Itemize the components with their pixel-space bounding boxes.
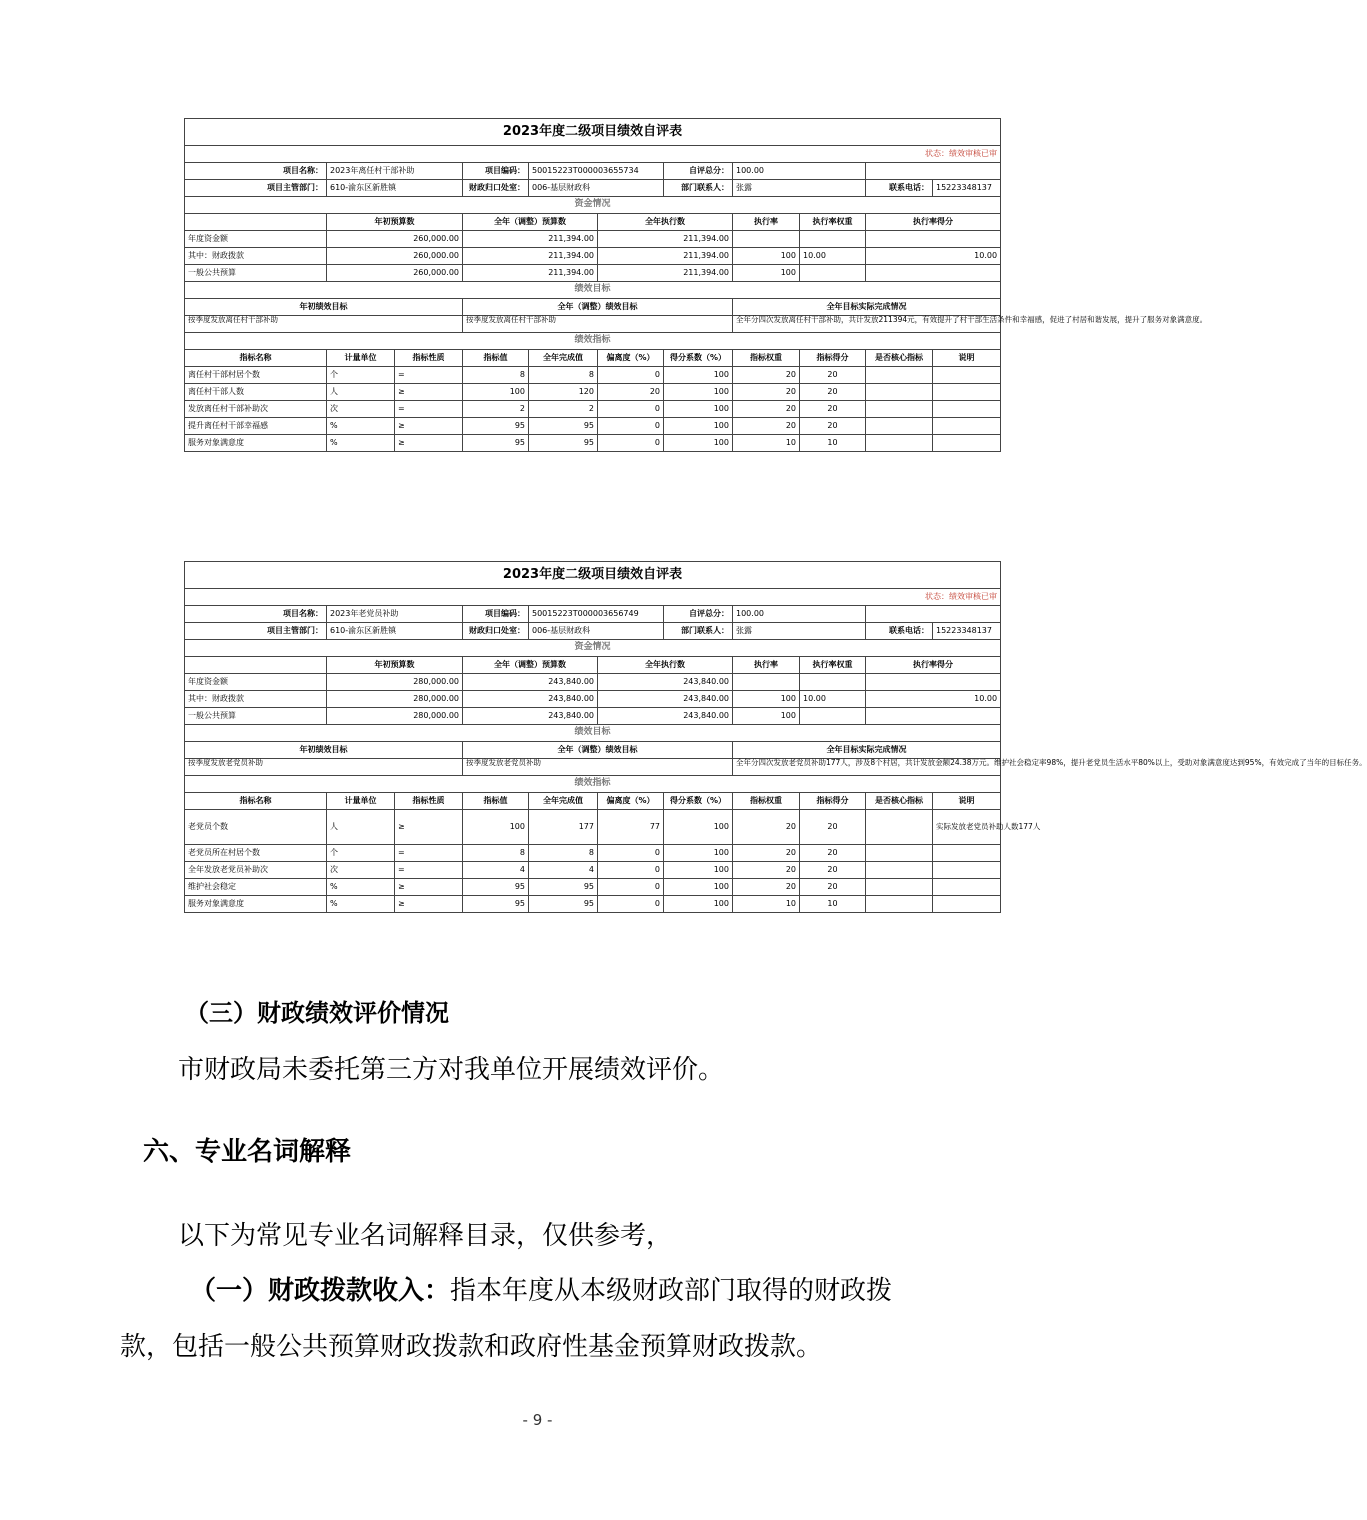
project-code-label: 项目编码： xyxy=(463,606,529,623)
indicator-target: 8 xyxy=(463,845,529,862)
indicator-note xyxy=(933,845,1001,862)
goal-header-actual: 全年目标实际完成情况 xyxy=(733,299,1001,316)
fund-score xyxy=(866,265,1001,282)
fund-initial: 260,000.00 xyxy=(327,248,463,265)
goal-adjusted-text: 按季度发放老党员补助 xyxy=(463,759,733,776)
indicator-note xyxy=(933,879,1001,896)
indicator-weight: 20 xyxy=(733,384,800,401)
project-name-label: 项目名称： xyxy=(185,163,327,180)
goal-section-heading: 绩效目标 xyxy=(185,725,1001,742)
fund-initial: 280,000.00 xyxy=(327,691,463,708)
indicator-target: 2 xyxy=(463,401,529,418)
indicator-core xyxy=(866,810,933,845)
indicator-header: 指标值 xyxy=(463,793,529,810)
fund-header-adjusted: 全年（调整）预算数 xyxy=(463,214,598,231)
indicator-header: 偏离度（%） xyxy=(598,793,664,810)
fund-header-executed: 全年执行数 xyxy=(598,214,733,231)
indicator-coef: 100 xyxy=(664,384,733,401)
table-title: 2023年度二级项目绩效自评表 xyxy=(185,562,1001,589)
indicator-weight: 20 xyxy=(733,862,800,879)
fund-adjusted: 211,394.00 xyxy=(463,265,598,282)
department-label: 项目主管部门： xyxy=(185,623,327,640)
blank-cell xyxy=(866,606,1001,623)
goal-header-initial: 年初绩效目标 xyxy=(185,742,463,759)
fund-section-heading: 资金情况 xyxy=(185,640,1001,657)
indicator-core xyxy=(866,418,933,435)
fund-adjusted: 211,394.00 xyxy=(463,231,598,248)
indicator-header: 指标性质 xyxy=(395,350,463,367)
indicator-coef: 100 xyxy=(664,810,733,845)
indicator-actual: 8 xyxy=(529,367,598,384)
indicator-target: 100 xyxy=(463,810,529,845)
indicator-row xyxy=(185,845,1001,862)
goal-initial-text: 按季度发放老党员补助 xyxy=(185,759,463,776)
finance-office-value: 006-基层财政科 xyxy=(529,623,664,640)
fund-adjusted: 211,394.00 xyxy=(463,248,598,265)
phone-label: 联系电话： xyxy=(866,180,933,197)
indicator-header: 说明 xyxy=(933,350,1001,367)
indicator-target: 95 xyxy=(463,879,529,896)
indicator-nature: ≥ xyxy=(395,435,463,452)
indicator-dev: 0 xyxy=(598,418,664,435)
indicator-section-heading: 绩效指标 xyxy=(185,776,1001,793)
indicator-coef: 100 xyxy=(664,435,733,452)
phone-value: 15223348137 xyxy=(933,623,1001,640)
fund-score xyxy=(866,708,1001,725)
indicator-weight: 20 xyxy=(733,810,800,845)
indicator-header: 指标权重 xyxy=(733,793,800,810)
fund-header-adjusted: 全年（调整）预算数 xyxy=(463,657,598,674)
indicator-header: 是否核心指标 xyxy=(866,350,933,367)
indicator-core xyxy=(866,435,933,452)
page-number: - 9 - xyxy=(522,1411,553,1429)
indicator-header: 得分系数（%） xyxy=(664,350,733,367)
indicator-score: 20 xyxy=(800,862,866,879)
indicator-section-heading: 绩效指标 xyxy=(185,333,1001,350)
section-heading-glossary: 六、专业名词解释 xyxy=(143,1137,352,1167)
fund-rate: 100 xyxy=(733,691,800,708)
indicator-weight: 20 xyxy=(733,367,800,384)
fund-row-label: 其中：财政拨款 xyxy=(185,248,327,265)
fund-weight xyxy=(800,265,866,282)
indicator-target: 4 xyxy=(463,862,529,879)
indicator-dev: 20 xyxy=(598,384,664,401)
fund-row-label: 年度资金额 xyxy=(185,674,327,691)
indicator-weight: 10 xyxy=(733,435,800,452)
indicator-unit: 个 xyxy=(327,367,395,384)
evaluation-table-2 xyxy=(184,561,1367,913)
indicator-dev: 0 xyxy=(598,862,664,879)
indicator-coef: 100 xyxy=(664,401,733,418)
indicator-score: 20 xyxy=(800,401,866,418)
indicator-coef: 100 xyxy=(664,862,733,879)
indicator-header: 指标名称 xyxy=(185,350,327,367)
fund-executed: 211,394.00 xyxy=(598,265,733,282)
indicator-score: 20 xyxy=(800,418,866,435)
indicator-coef: 100 xyxy=(664,879,733,896)
fund-initial: 280,000.00 xyxy=(327,708,463,725)
indicator-header: 全年完成值 xyxy=(529,793,598,810)
project-code-value: 50015223T000003655734 xyxy=(529,163,664,180)
indicator-name: 提升离任村干部幸福感 xyxy=(185,418,327,435)
indicator-name: 老党员个数 xyxy=(185,810,327,845)
fund-header-score: 执行率得分 xyxy=(866,214,1001,231)
indicator-nature: ≥ xyxy=(395,896,463,913)
indicator-score: 20 xyxy=(800,810,866,845)
indicator-header: 是否核心指标 xyxy=(866,793,933,810)
fund-header-score: 执行率得分 xyxy=(866,657,1001,674)
goal-header-adjusted: 全年（调整）绩效目标 xyxy=(463,299,733,316)
fund-header-initial: 年初预算数 xyxy=(327,214,463,231)
indicator-row xyxy=(185,879,1001,896)
paragraph-third-party: 市财政局未委托第三方对我单位开展绩效评价。 xyxy=(178,1055,725,1085)
fund-adjusted: 243,840.00 xyxy=(463,708,598,725)
indicator-dev: 0 xyxy=(598,435,664,452)
fund-executed: 243,840.00 xyxy=(598,708,733,725)
fund-row-label: 一般公共预算 xyxy=(185,265,327,282)
indicator-unit: 个 xyxy=(327,845,395,862)
department-value: 610-渝东区新胜镇 xyxy=(327,623,463,640)
indicator-score: 20 xyxy=(800,845,866,862)
indicator-target: 95 xyxy=(463,418,529,435)
indicator-coef: 100 xyxy=(664,367,733,384)
indicator-nature: = xyxy=(395,401,463,418)
fund-row-label: 其中：财政拨款 xyxy=(185,691,327,708)
fund-adjusted: 243,840.00 xyxy=(463,674,598,691)
indicator-note xyxy=(933,418,1001,435)
fund-header-blank xyxy=(185,214,327,231)
status-label: 状态：绩效审核已审 xyxy=(185,146,1001,163)
finance-office-value: 006-基层财政科 xyxy=(529,180,664,197)
contact-label: 部门联系人： xyxy=(664,180,733,197)
term-1-line-1: 指本年度从本级财政部门取得的财政拨 xyxy=(450,1276,893,1306)
fund-initial: 280,000.00 xyxy=(327,674,463,691)
indicator-coef: 100 xyxy=(664,418,733,435)
indicator-row xyxy=(185,896,1001,913)
indicator-unit: 次 xyxy=(327,401,395,418)
indicator-coef: 100 xyxy=(664,845,733,862)
indicator-nature: ≥ xyxy=(395,879,463,896)
fund-header-initial: 年初预算数 xyxy=(327,657,463,674)
fund-header-rate: 执行率 xyxy=(733,214,800,231)
indicator-unit: 人 xyxy=(327,384,395,401)
indicator-actual: 2 xyxy=(529,401,598,418)
indicator-dev: 77 xyxy=(598,810,664,845)
phone-label: 联系电话： xyxy=(866,623,933,640)
goal-actual-text: 全年分四次发放离任村干部补助，共计发放211394元，有效提升了村干部生活条件和幸福感，促进了村居和谐发展，提升了服务对象满意度。 xyxy=(733,316,1001,333)
indicator-nature: = xyxy=(395,367,463,384)
fund-row-label: 一般公共预算 xyxy=(185,708,327,725)
indicator-nature: = xyxy=(395,845,463,862)
indicator-unit: % xyxy=(327,435,395,452)
project-name-label: 项目名称： xyxy=(185,606,327,623)
indicator-weight: 20 xyxy=(733,845,800,862)
paragraph-term-1 xyxy=(190,1270,980,1307)
indicator-target: 95 xyxy=(463,896,529,913)
indicator-score: 10 xyxy=(800,896,866,913)
indicator-name: 服务对象满意度 xyxy=(185,435,327,452)
indicator-score: 20 xyxy=(800,879,866,896)
indicator-core xyxy=(866,384,933,401)
indicator-name: 服务对象满意度 xyxy=(185,896,327,913)
section-heading-fiscal-evaluation: （三）财政绩效评价情况 xyxy=(185,998,449,1027)
indicator-weight: 20 xyxy=(733,879,800,896)
fund-section-heading: 资金情况 xyxy=(185,197,1001,214)
fund-header-rate: 执行率 xyxy=(733,657,800,674)
fund-weight: 10.00 xyxy=(800,248,866,265)
indicator-core xyxy=(866,862,933,879)
indicator-weight: 20 xyxy=(733,401,800,418)
fund-score xyxy=(866,231,1001,248)
indicator-actual: 95 xyxy=(529,435,598,452)
indicator-coef: 100 xyxy=(664,896,733,913)
fund-weight: 10.00 xyxy=(800,691,866,708)
indicator-header: 指标名称 xyxy=(185,793,327,810)
indicator-score: 10 xyxy=(800,435,866,452)
indicator-header: 说明 xyxy=(933,793,1001,810)
indicator-core xyxy=(866,896,933,913)
fund-executed: 211,394.00 xyxy=(598,248,733,265)
indicator-core xyxy=(866,845,933,862)
status-label: 状态：绩效审核已审 xyxy=(185,589,1001,606)
contact-value: 张露 xyxy=(733,180,866,197)
indicator-header: 计量单位 xyxy=(327,793,395,810)
indicator-name: 老党员所在村居个数 xyxy=(185,845,327,862)
fund-rate: 100 xyxy=(733,248,800,265)
indicator-unit: 次 xyxy=(327,862,395,879)
department-value: 610-渝东区新胜镇 xyxy=(327,180,463,197)
indicator-row xyxy=(185,384,1001,401)
indicator-name: 维护社会稳定 xyxy=(185,879,327,896)
fund-initial: 260,000.00 xyxy=(327,265,463,282)
indicator-note xyxy=(933,384,1001,401)
indicator-dev: 0 xyxy=(598,367,664,384)
indicator-dev: 0 xyxy=(598,401,664,418)
indicator-header: 指标得分 xyxy=(800,350,866,367)
indicator-header: 偏离度（%） xyxy=(598,350,664,367)
indicator-nature: ≥ xyxy=(395,418,463,435)
indicator-score: 20 xyxy=(800,384,866,401)
fund-header-weight: 执行率权重 xyxy=(800,214,866,231)
self-score-label: 自评总分： xyxy=(664,163,733,180)
indicator-row xyxy=(185,418,1001,435)
fund-initial: 260,000.00 xyxy=(327,231,463,248)
contact-label: 部门联系人： xyxy=(664,623,733,640)
table1-grid xyxy=(184,118,1208,452)
fund-rate: 100 xyxy=(733,265,800,282)
fund-row-label: 年度资金额 xyxy=(185,231,327,248)
indicator-name: 全年发放老党员补助次 xyxy=(185,862,327,879)
goal-section-heading: 绩效目标 xyxy=(185,282,1001,299)
indicator-header: 得分系数（%） xyxy=(664,793,733,810)
self-score-label: 自评总分： xyxy=(664,606,733,623)
goal-initial-text: 按季度发放离任村干部补助 xyxy=(185,316,463,333)
goal-header-initial: 年初绩效目标 xyxy=(185,299,463,316)
indicator-actual: 177 xyxy=(529,810,598,845)
indicator-row xyxy=(185,401,1001,418)
project-code-value: 50015223T000003656749 xyxy=(529,606,664,623)
indicator-unit: % xyxy=(327,896,395,913)
fund-executed: 243,840.00 xyxy=(598,674,733,691)
finance-office-label: 财政归口处室： xyxy=(463,623,529,640)
project-code-label: 项目编码： xyxy=(463,163,529,180)
paragraph-glossary-intro: 以下为常见专业名词解释目录，仅供参考， xyxy=(178,1221,673,1251)
indicator-header: 指标得分 xyxy=(800,793,866,810)
table-title: 2023年度二级项目绩效自评表 xyxy=(185,119,1001,146)
department-label: 项目主管部门： xyxy=(185,180,327,197)
indicator-nature: ≥ xyxy=(395,810,463,845)
self-score-value: 100.00 xyxy=(733,163,866,180)
term-1-label: （一）财政拨款收入： xyxy=(190,1276,451,1306)
contact-value: 张露 xyxy=(733,623,866,640)
fund-rate xyxy=(733,674,800,691)
goal-actual-text: 全年分四次发放老党员补助177人，涉及8个村居，共计发放金额24.38万元。维护社会稳定率98%，提升老党员生活水平80%以上，受助对象满意度达到95%，有效完成了当年的目标任务。 xyxy=(733,759,1001,776)
indicator-note xyxy=(933,435,1001,452)
indicator-target: 8 xyxy=(463,367,529,384)
indicator-name: 离任村干部人数 xyxy=(185,384,327,401)
indicator-actual: 95 xyxy=(529,418,598,435)
indicator-actual: 120 xyxy=(529,384,598,401)
indicator-row xyxy=(185,367,1001,384)
evaluation-table-1 xyxy=(184,118,1208,452)
indicator-nature: ≥ xyxy=(395,384,463,401)
indicator-note xyxy=(933,367,1001,384)
indicator-unit: % xyxy=(327,418,395,435)
finance-office-label: 财政归口处室： xyxy=(463,180,529,197)
indicator-unit: % xyxy=(327,879,395,896)
table2-grid xyxy=(184,561,1367,913)
fund-score xyxy=(866,674,1001,691)
indicator-note xyxy=(933,401,1001,418)
indicator-core xyxy=(866,367,933,384)
fund-header-blank xyxy=(185,657,327,674)
indicator-score: 20 xyxy=(800,367,866,384)
project-name-value: 2023年老党员补助 xyxy=(327,606,463,623)
goal-adjusted-text: 按季度发放离任村干部补助 xyxy=(463,316,733,333)
indicator-header: 全年完成值 xyxy=(529,350,598,367)
indicator-unit: 人 xyxy=(327,810,395,845)
fund-weight xyxy=(800,674,866,691)
indicator-dev: 0 xyxy=(598,879,664,896)
self-score-value: 100.00 xyxy=(733,606,866,623)
fund-executed: 211,394.00 xyxy=(598,231,733,248)
indicator-name: 发放离任村干部补助次 xyxy=(185,401,327,418)
goal-header-actual: 全年目标实际完成情况 xyxy=(733,742,1001,759)
indicator-weight: 20 xyxy=(733,418,800,435)
indicator-header: 指标性质 xyxy=(395,793,463,810)
phone-value: 15223348137 xyxy=(933,180,1001,197)
indicator-note xyxy=(933,896,1001,913)
indicator-header: 计量单位 xyxy=(327,350,395,367)
fund-score: 10.00 xyxy=(866,691,1001,708)
fund-adjusted: 243,840.00 xyxy=(463,691,598,708)
indicator-actual: 95 xyxy=(529,896,598,913)
fund-score: 10.00 xyxy=(866,248,1001,265)
indicator-target: 95 xyxy=(463,435,529,452)
indicator-dev: 0 xyxy=(598,896,664,913)
indicator-row xyxy=(185,862,1001,879)
indicator-header: 指标权重 xyxy=(733,350,800,367)
fund-weight xyxy=(800,231,866,248)
project-name-value: 2023年离任村干部补助 xyxy=(327,163,463,180)
fund-rate: 100 xyxy=(733,708,800,725)
indicator-name: 离任村干部村居个数 xyxy=(185,367,327,384)
indicator-target: 100 xyxy=(463,384,529,401)
paragraph-term-1-continued: 款，包括一般公共预算财政拨款和政府性基金预算财政拨款。 xyxy=(120,1332,823,1362)
fund-executed: 243,840.00 xyxy=(598,691,733,708)
indicator-actual: 4 xyxy=(529,862,598,879)
indicator-core xyxy=(866,879,933,896)
indicator-header: 指标值 xyxy=(463,350,529,367)
indicator-core xyxy=(866,401,933,418)
fund-weight xyxy=(800,708,866,725)
indicator-row xyxy=(185,435,1001,452)
fund-rate xyxy=(733,231,800,248)
indicator-dev: 0 xyxy=(598,845,664,862)
indicator-note: 实际发放老党员补助人数177人 xyxy=(933,810,1001,845)
indicator-note xyxy=(933,862,1001,879)
indicator-weight: 10 xyxy=(733,896,800,913)
indicator-actual: 95 xyxy=(529,879,598,896)
indicator-actual: 8 xyxy=(529,845,598,862)
fund-header-executed: 全年执行数 xyxy=(598,657,733,674)
indicator-row xyxy=(185,810,1001,845)
goal-header-adjusted: 全年（调整）绩效目标 xyxy=(463,742,733,759)
fund-header-weight: 执行率权重 xyxy=(800,657,866,674)
blank-cell xyxy=(866,163,1001,180)
indicator-nature: = xyxy=(395,862,463,879)
